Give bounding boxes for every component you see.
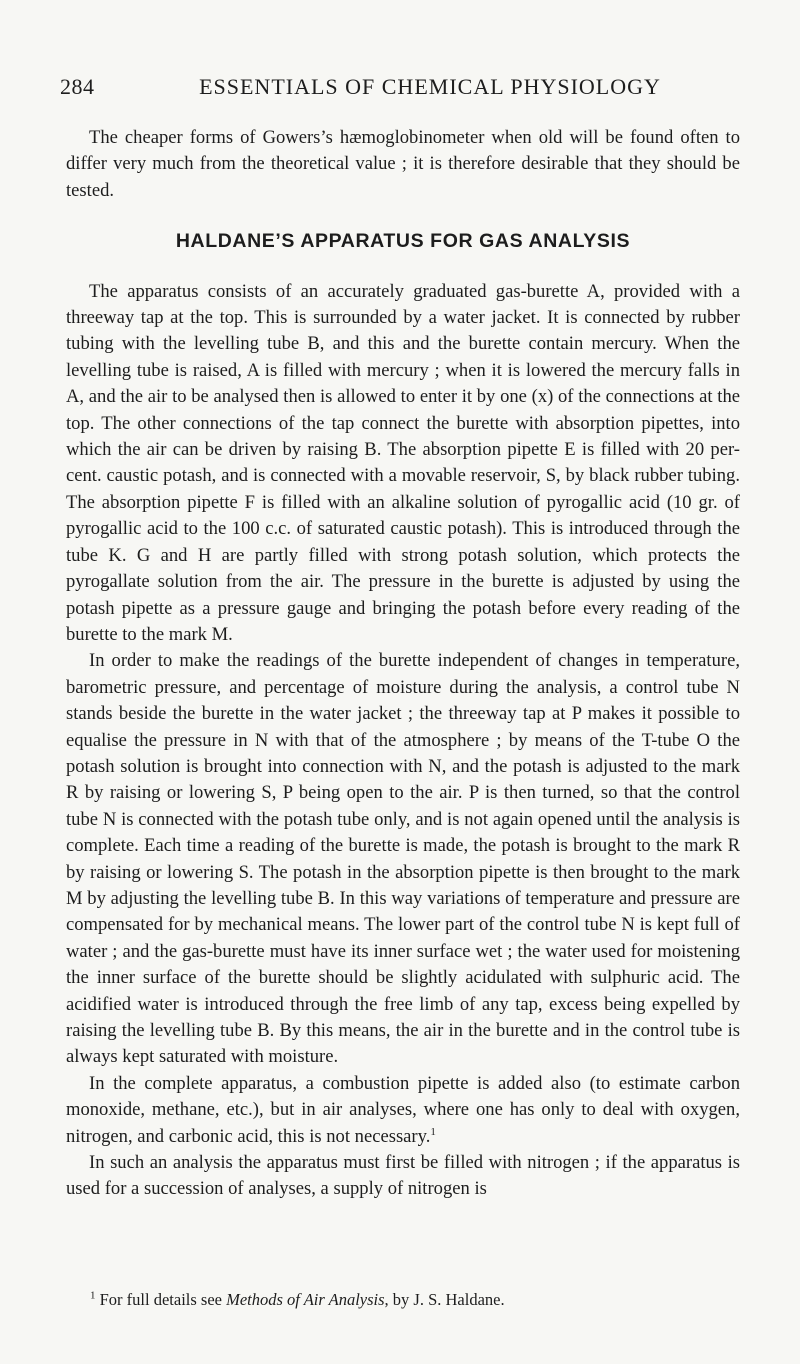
paragraph-apparatus: The apparatus consists of an accurately graduated gas-burette A, provided with a threeway tap at the top. This is surrounded by a water jacket. It is connected by rubber tubing with the levelling tube B, and this and the burette contain mercury. When the levelling tube is raised, A is filled with mercury ; when it is lowered the mercury falls in A, and the air to be analysed then is allowed to enter it by one (x) of the connections at the top. The other connections of the tap connect the burette with absorption pipettes, into which the air can be driven by raising B. The absorption pipette E is filled with 20 per-cent. caustic potash, and is connected with a movable reservoir, S, by black rubber tubing. The absorption pipette F is filled with an alkaline solution of pyrogallic acid (10 gr. of pyrogallic acid to the 100 c.c. of saturated caustic potash). This is introduced through the tube K. G and H are partly filled with strong potash solution, which protects the pyrogallate solution from the air. The pressure in the burette is adjusted by using the potash pipette as a pressure gauge and bringing the potash before every reading of the burette to the mark M.	[66, 280, 740, 645]
footnote-reference: 1	[430, 1125, 436, 1138]
paragraph-combustion-text: In the complete apparatus, a combustion pipette is added also (to estimate carbon monoxide, methane, etc.), but in air analyses, where one has only to deal with oxygen, nitrogen, and carbonic acid, this is not necessary.	[66, 1072, 740, 1147]
running-header	[60, 74, 734, 104]
footnote	[66, 1289, 740, 1311]
footnote-cited-title: Methods of Air Analysis	[226, 1290, 385, 1309]
footnote-text-after: , by J. S. Haldane.	[384, 1290, 505, 1309]
section-heading: HALDANE’S APPARATUS FOR GAS ANALYSIS	[175, 230, 631, 253]
page-number: 284	[60, 74, 95, 99]
footnote-marker: 1	[90, 1289, 96, 1302]
footnote-text-before: For full details see	[99, 1290, 227, 1309]
running-title: ESSENTIALS OF CHEMICAL PHYSIOLOGY	[199, 74, 661, 99]
paragraph-combustion	[66, 1071, 740, 1150]
intro-paragraph: The cheaper forms of Gowers’s hæmoglobinometer when old will be found often to differ very much from the theoretical value ; it is therefore desirable that they should be tested.	[66, 127, 740, 201]
paragraph-control-tube: In order to make the readings of the burette independent of changes in temperature, barometric pressure, and percentage of moisture during the analysis, a control tube N stands beside the burette in the water jacket ; the threeway tap at P makes it possible to equalise the pressure in N with that of the atmosphere ; by means of the T-tube O the potash solution is brought into connection with N, and the potash is adjusted to the mark R by raising or lowering S, P being open to the air. P is then turned, so that the control tube N is connected with the potash tube only, and is not again opened until the analysis is complete. Each time a reading of the burette is made, the potash is brought to the mark R by raising or lowering S. The potash in the absorption pipette is then brought to the mark M by adjusting the levelling tube B. In this way variations of temperature and pressure are compensated for by mechanical means. The lower part of the control tube N is kept full of water ; and the gas-burette must have its inner surface wet ; the water used for moistening the inner surface of the burette should be slightly acidulated with sulphuric acid. The acidified water is introduced through the free limb of any tap, excess being expelled by raising the levelling tube B. By this means, the air in the burette and in the control tube is always kept saturated with moisture.	[66, 650, 740, 1068]
body-text	[66, 125, 740, 1203]
paragraph-nitrogen: In such an analysis the apparatus must first be filled with nitrogen ; if the apparatus is used for a succession of analyses, a supply of nitrogen is	[66, 1152, 740, 1200]
